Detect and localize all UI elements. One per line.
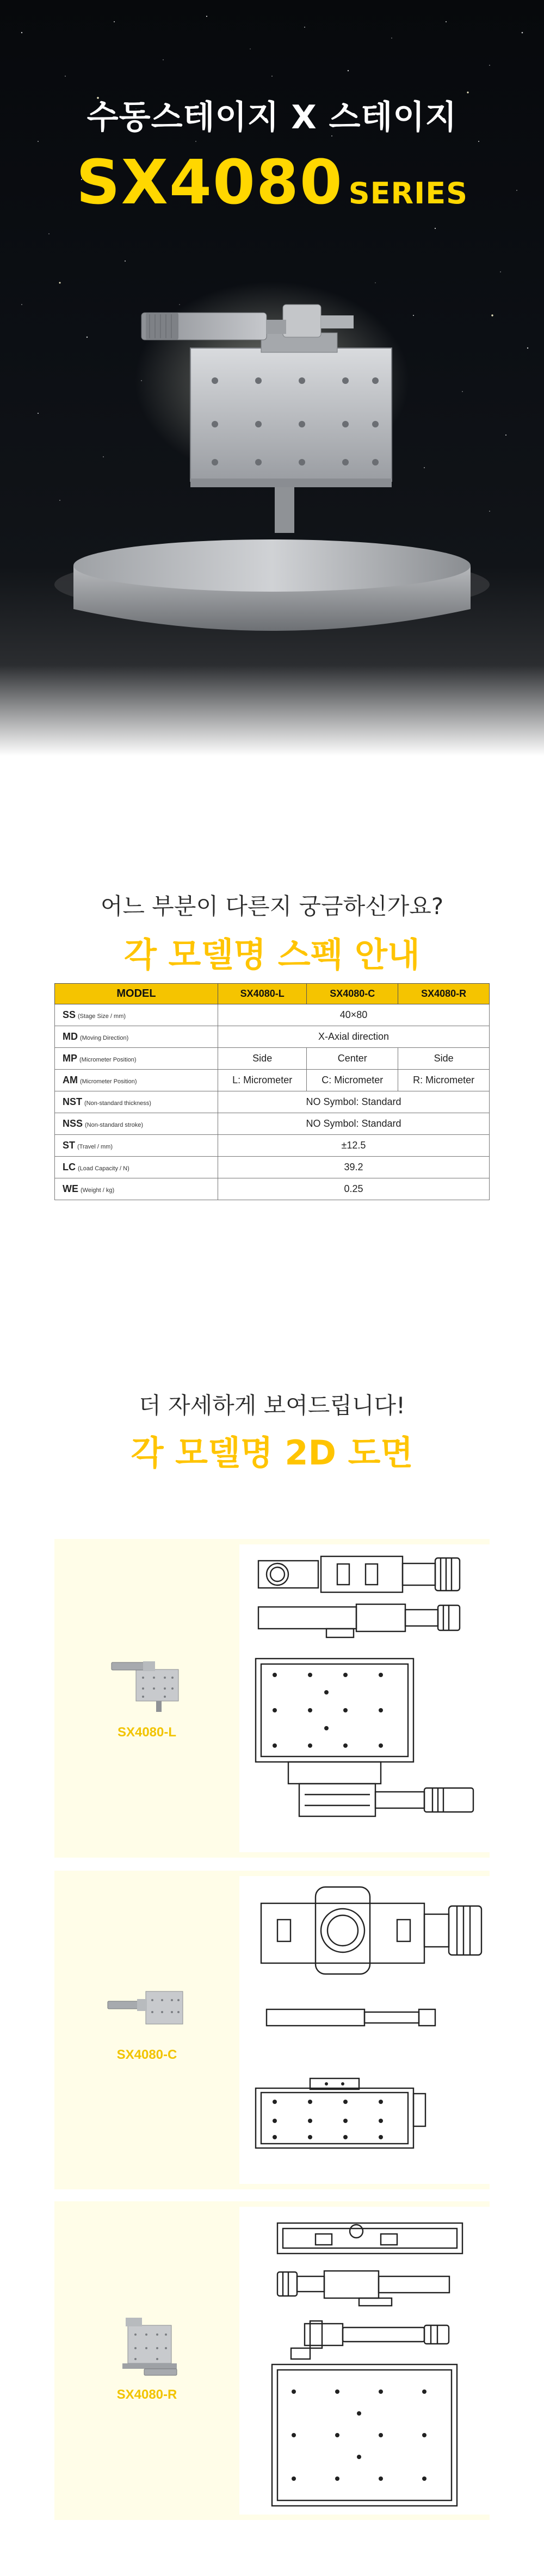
- product-thumbnail: [106, 1656, 188, 1716]
- panel-caption: SX4080-C: [116, 2047, 177, 2062]
- row-label: LC (Load Capacity / N): [55, 1157, 218, 1178]
- 2d-drawing: [239, 1544, 490, 1852]
- model-main-text: SX4080: [76, 147, 343, 218]
- table-row: [55, 1048, 490, 1070]
- 2d-drawing: [239, 2207, 490, 2515]
- panel-caption: SX4080-R: [116, 2387, 177, 2402]
- spec-table: [54, 983, 490, 1200]
- 2d-drawing: [239, 1876, 490, 2184]
- row-value: 0.25: [218, 1178, 490, 1200]
- row-label: NSS (Non-standard stroke): [55, 1113, 218, 1135]
- table-row: [55, 1091, 490, 1113]
- drawing-panel-sx4080-r: [54, 2201, 490, 2520]
- hero-model-name: [0, 147, 544, 218]
- table-row: [55, 1135, 490, 1157]
- row-label: AM (Micrometer Position): [55, 1070, 218, 1091]
- table-row: [55, 1070, 490, 1091]
- drawing-question-text: 더 자세하게 보여드립니다!: [139, 1392, 405, 1419]
- hero-banner: [0, 0, 544, 756]
- header-sx4080-l: SX4080-L: [218, 984, 307, 1004]
- row-label: WE (Weight / kg): [55, 1178, 218, 1200]
- row-value: Center: [307, 1048, 398, 1070]
- row-value: Side: [218, 1048, 307, 1070]
- row-label: ST (Travel / mm): [55, 1135, 218, 1157]
- row-value: Side: [398, 1048, 490, 1070]
- table-row: [55, 1113, 490, 1135]
- product-thumbnail: [112, 2310, 188, 2381]
- drawing-panel-sx4080-l: [54, 1539, 490, 1858]
- spec-heading: 각 모델명 스펙 안내: [124, 935, 420, 974]
- table-row: [55, 1178, 490, 1200]
- header-sx4080-c: SX4080-C: [307, 984, 398, 1004]
- row-label: MP (Micrometer Position): [55, 1048, 218, 1070]
- model-series-text: SERIES: [348, 176, 468, 210]
- product-thumbnail: [103, 1979, 190, 2039]
- row-value: 40×80: [218, 1004, 490, 1026]
- row-value: R: Micrometer: [398, 1070, 490, 1091]
- header-model: MODEL: [55, 984, 218, 1004]
- row-value: NO Symbol: Standard: [218, 1113, 490, 1135]
- spec-question-text: 어느 부분이 다른지 궁금하신가요?: [100, 893, 444, 920]
- header-sx4080-r: SX4080-R: [398, 984, 490, 1004]
- row-value: NO Symbol: Standard: [218, 1091, 490, 1113]
- row-label: SS (Stage Size / mm): [55, 1004, 218, 1026]
- table-row: [55, 1026, 490, 1048]
- drawing-heading: 각 모델명 2D 도면: [131, 1433, 413, 1473]
- row-value: L: Micrometer: [218, 1070, 307, 1091]
- row-label: MD (Moving Direction): [55, 1026, 218, 1048]
- row-value: C: Micrometer: [307, 1070, 398, 1091]
- drawing-panel-sx4080-c: [54, 1871, 490, 2189]
- table-row: [55, 1004, 490, 1026]
- spec-table-header-row: [55, 984, 490, 1004]
- table-row: [55, 1157, 490, 1178]
- product-stage-illustration: [0, 283, 544, 696]
- row-label: NST (Non-standard thickness): [55, 1091, 218, 1113]
- panel-caption: SX4080-L: [117, 1725, 177, 1740]
- hero-title: 수동스테이지 X 스테이지: [86, 98, 458, 136]
- row-value: X-Axial direction: [218, 1026, 490, 1048]
- row-value: ±12.5: [218, 1135, 490, 1157]
- row-value: 39.2: [218, 1157, 490, 1178]
